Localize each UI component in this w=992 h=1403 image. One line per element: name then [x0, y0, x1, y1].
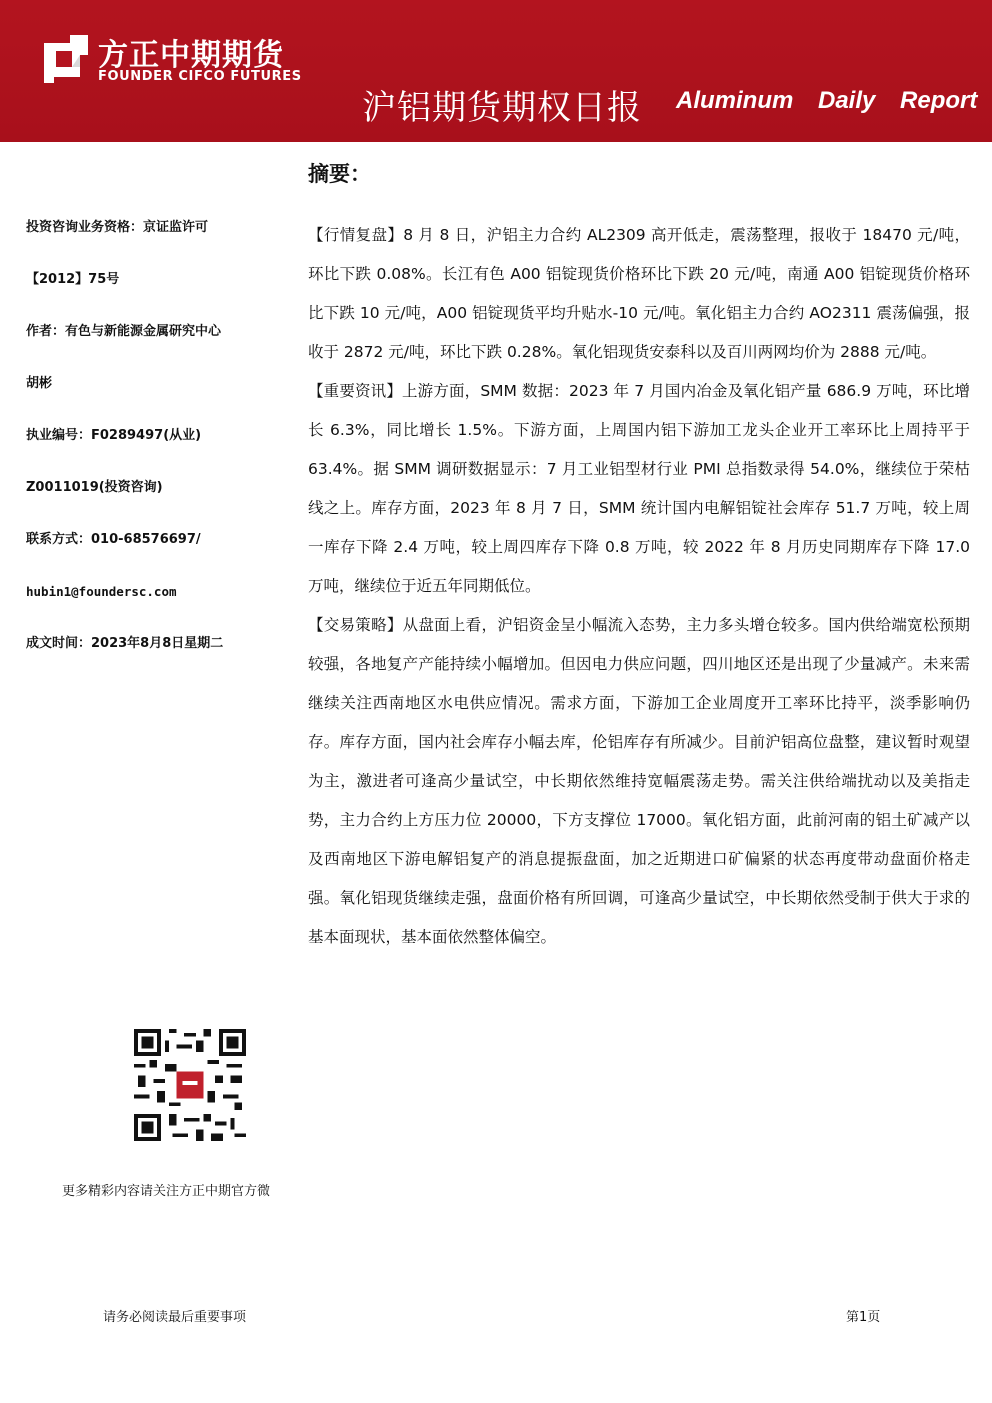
report-header — [0, 0, 992, 142]
qualification-line-1: 投资咨询业务资格：京证监许可 — [26, 220, 209, 235]
qr-caption: 更多精彩内容请关注方正中期官方微 — [62, 1184, 271, 1199]
author-name: 胡彬 — [26, 376, 53, 391]
footer-notice: 请务必阅读最后重要事项 — [103, 1310, 247, 1325]
license-number-2: Z0011019(投资咨询) — [26, 480, 163, 495]
qr-code-icon — [134, 1029, 246, 1141]
page-number: 第1页 — [846, 1310, 881, 1325]
summary-heading: 摘要： — [308, 162, 371, 186]
founder-logo-icon — [40, 33, 92, 85]
contact-email[interactable]: hubin1@foundersc.com — [26, 584, 177, 599]
report-date: 成文时间：2023年8月8日星期二 — [26, 636, 224, 651]
license-number-1: 执业编号：F0289497(从业) — [26, 428, 202, 443]
contact-phone: 联系方式：010-68576697/ — [26, 532, 201, 547]
summary-body — [308, 216, 970, 957]
brand-name-en: FOUNDER CIFCO FUTURES — [98, 69, 302, 84]
report-title-en: Aluminum Daily Report — [676, 87, 978, 114]
market-review-paragraph: 【行情复盘】8 月 8 日，沪铝主力合约 AL2309 高开低走，震荡整理，报收于 18470 元/吨，环比下跌 0.08%。长江有色 A00 铝锭现货价格环比下跌 20 元/吨，南通 A00 铝锭现货价格环比下跌 10 元/吨，A00 铝锭现货平均升贴水-10 元/吨。氧化铝主力合约 AO2311 震荡偏强，报收于 2872 元/吨，环比下跌 0.28%。氧化铝现货安泰科以及百川两网均价为 2888 元/吨。 — [308, 226, 970, 361]
report-title-cn: 沪铝期货期权日报 — [362, 88, 642, 128]
key-news-paragraph: 【重要资讯】上游方面，SMM 数据：2023 年 7 月国内冶金及氧化铝产量 686.9 万吨，环比增长 6.3%，同比增长 1.5%。下游方面，上周国内铝下游加工龙头企业开工率环比上周持平于 63.4%。据 SMM 调研数据显示：7 月工业铝型材行业 PMI 总指数录得 54.0%，继续位于荣枯线之上。库存方面，2023 年 8 月 7 日，SMM 统计国内电解铝锭社会库存 51.7 万吨，较上周一库存下降 2.4 万吨，较上周四库存下降 0.8 万吨，较 2022 年 8 月历史同期库存下降 17.0 万吨，继续位于近五年同期低位。 — [308, 382, 970, 595]
trading-strategy-paragraph: 【交易策略】从盘面上看，沪铝资金呈小幅流入态势，主力多头增仓较多。国内供给端宽松预期较强，各地复产产能持续小幅增加。但因电力供应问题，四川地区还是出现了少量减产。未来需继续关注西南地区水电供应情况。需求方面，下游加工企业周度开工率环比持平，淡季影响仍存。库存方面，国内社会库存小幅去库，伦铝库存有所减少。目前沪铝高位盘整，建议暂时观望为主，激进者可逢高少量试空，中长期依然维持宽幅震荡走势。需关注供给端扰动以及美指走势，主力合约上方压力位 20000，下方支撑位 17000。氧化铝方面，此前河南的铝土矿减产以及西南地区下游电解铝复产的消息提振盘面，加之近期进口矿偏紧的状态再度带动盘面价格走强。氧化铝现货继续走强，盘面价格有所回调，可逢高少量试空，中长期依然受制于供大于求的基本面现状，基本面依然整体偏空。 — [308, 616, 970, 946]
qualification-line-2: 【2012】75号 — [26, 272, 120, 287]
author-department: 作者：有色与新能源金属研究中心 — [26, 324, 222, 339]
brand-name-cn: 方正中期期货 — [98, 38, 284, 73]
author-info-sidebar — [26, 216, 296, 684]
